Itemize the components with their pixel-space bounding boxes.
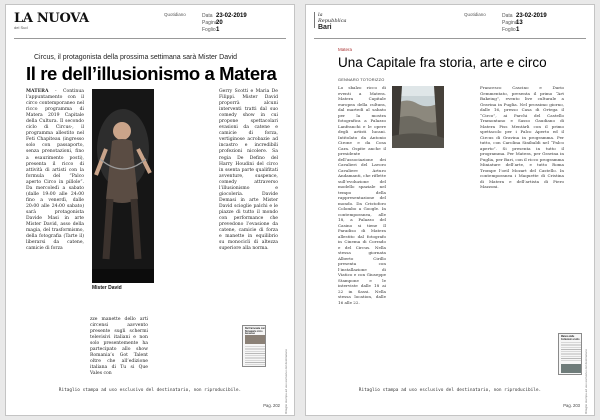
masthead-line-1: la Repubblica: [318, 12, 347, 24]
meta-quotidiano-label: Quotidiano: [164, 12, 186, 17]
meta-data-label: Data: [502, 12, 513, 19]
article-kicker: Matera: [338, 47, 353, 52]
article-column-2: zze manette dello arti circensi aavvento presente sugli schermi televisivi italiani e non solo presentemente ha partecipato allo show Romania’s Got Talent oltre che all’edizione italiana di Tu si Que Vales con: [90, 317, 148, 377]
masthead-line-2: Bari: [318, 24, 332, 31]
thumbnail-image: [245, 335, 265, 344]
clipping-footer: Ritaglio stampa ad uso esclusivo del destinatario, non riproducibile.: [358, 388, 542, 393]
matera-landscape-photo: [392, 86, 444, 148]
meta-foglio-value: 1: [516, 26, 520, 33]
front-page-thumbnail: [242, 325, 266, 367]
article-column-2: Francesco Cascino e Dario Gemmentato, presenta il primo “Art Bakeing”, evento live culturale a Gravina in Puglia. Nel prossimo giorno, dalle 16, presso Casa di Ortega il “Circo”, ai Parchi del Castello Tramontano e Sasso Gaudiano di Matera Piss Mentàrli con il primo spettacolo per i Palco Aperto ed il Circus di Gravina in programma. Per tutto, con Carolina Sinibaldi nel “Palco aperto”. Si presenta in tutto il programma. Per Matera, per Gravina in Puglia, per Bari, con il ricco programma Miniature dell’arte, e tutto Roma Trompe l’oeil Mozart del Castello. In contemporanea i Maquette di Cristina di Matera e dell’artista di Piero Mazzoni.: [480, 85, 564, 189]
performer-illustration: [92, 89, 154, 283]
meta-data-label: Data: [202, 12, 213, 19]
header-rule: [14, 38, 286, 39]
newspaper-masthead: [314, 12, 347, 31]
thumbnail-text-lines: [245, 346, 265, 366]
thumbnail-headline: Dal Carnevale con Bonaparte circo: [245, 328, 265, 333]
meta-foglio-value: 1: [216, 26, 220, 33]
article-kicker: Circus, il protagonista della prossima settimana sarà Mister David: [34, 54, 238, 61]
meta-pagina-label: Pagina: [202, 19, 218, 26]
newspaper-masthead: LA NUOVA: [14, 11, 89, 26]
article-byline: GENNARO TOTORIZZO: [338, 77, 385, 82]
thumbnail-image: [561, 364, 581, 373]
dateline: MATERA: [26, 89, 49, 94]
mister-david-photo: [92, 89, 154, 283]
column-1-text: - Continua l’appuntamento con il circo contemporaneo nel ricco programma di Matera 2019 Capitale della Cultura. Il secondo ciclo di Circus-, il programma allestito nel Feti Chapiteau (ingresso solo con passaporto, senza prenotazioni, fino a esaurimento posti), presenta il ricco di attività di artisti con la formula del “Palco aperto Circo in pillole”. Da mercoledì a sabato (dalle 19:00 alle 24:00 fino a venerdì, dalle 20:00 alle 24:00 sabato) sarà protagonista Davide Masi in arte Mister David, asso della magia, del trasformismo, della fotografia (Tarte il) liberarsi da catene, camicie di forza: [26, 89, 84, 252]
clipping-footer: Ritaglio stampa ad uso esclusivo del destinatario, non riproducibile.: [58, 388, 242, 393]
thumbnail-headline: Matera dalle Collezioni a tutto: [561, 336, 580, 341]
landscape-illustration: [392, 86, 444, 148]
right-clipping-page: [305, 4, 595, 416]
page-number: Pag. 203: [563, 403, 580, 408]
meta-foglio-label: Foglio: [202, 26, 216, 33]
article-headline: Il re dell’illusionismo a Matera: [26, 63, 277, 84]
header-rule: [314, 38, 586, 39]
masthead-subtitle: del Sud: [14, 25, 28, 30]
article-headline: Una Capitale fra storia, arte e circo: [338, 55, 547, 70]
meta-pagina-value: 20: [216, 19, 223, 26]
article-column-1: Lo sbalzo ricco di eventi a Matera. Matera Capitale europea della cultura, dal martedì al sabato per la mostra fotografica a Palazzo Lanfranchi e le opere degli artisti lucani. Intitolato da Antonio Cirone e da Cosa Cara. Ospite anche il presidente dell’associazione dei Cavalieri del Lavoro Cavaliere Arturo Andamanti, che riflette sull’evoluzione del modello spaziale nel tempo della rappresentazione del mondo. Da Cristoforo Colombo a Google. In contemporanea, alle 18, a Palazzo del Casino si tiene Il Paradiso di Matera allestito dal fotografo in Cinema di Corrado e del Circus. Nella stessa giornata Alberto Cirillo presenta con l’installazione di Viatico e con Giuseppe Stampone e le interviste dalle 18 ai 22 in Sassi. Nella stessa location, dalle 16 alle 22.: [338, 85, 386, 305]
meta-pagina-value: 13: [516, 19, 523, 26]
left-clipping-page: [5, 4, 295, 416]
article-column-1: [26, 89, 84, 252]
meta-data-value: 23-02-2019: [516, 12, 547, 19]
meta-foglio-label: Foglio: [502, 26, 516, 33]
front-page-thumbnail: [558, 333, 582, 375]
thumbnail-text-lines: [561, 342, 581, 362]
clipping-side-note: Ritaglio stampa ad uso esclusivo del destinatario: [584, 349, 588, 414]
page-number: Pag. 202: [263, 403, 280, 408]
meta-quotidiano-label: Quotidiano: [464, 12, 486, 17]
meta-pagina-label: Pagina: [502, 19, 518, 26]
photo-caption: Mister David: [92, 285, 122, 291]
meta-data-value: 23-02-2019: [216, 12, 247, 19]
clipping-side-note: Ritaglio stampa ad uso esclusivo del destinatario: [284, 349, 288, 414]
article-column-3: Gerry Scotti e Maria De Filippi. Mister David proporrà alcuni interventi tratti dal suo comedy show in cui propone spettacolari evasioni da catene e camicie di forza, vertiginose acrobazie ad incastro e incredibili profezioni nicolere. Sa regia De Defino del Harry Houdini del circo in ssenta parte qualifitati avventure, suspence, comedy attraverso l’illusionismo e giocoleria. Davide Demasi in arte Mister David scioglie palchi e le piazze di tutto il mondo con performance che prevedono l’evasione da catene, camicie di forza e manette in equilibrio su monocicli di altezza superiore alla norma.: [219, 89, 278, 252]
